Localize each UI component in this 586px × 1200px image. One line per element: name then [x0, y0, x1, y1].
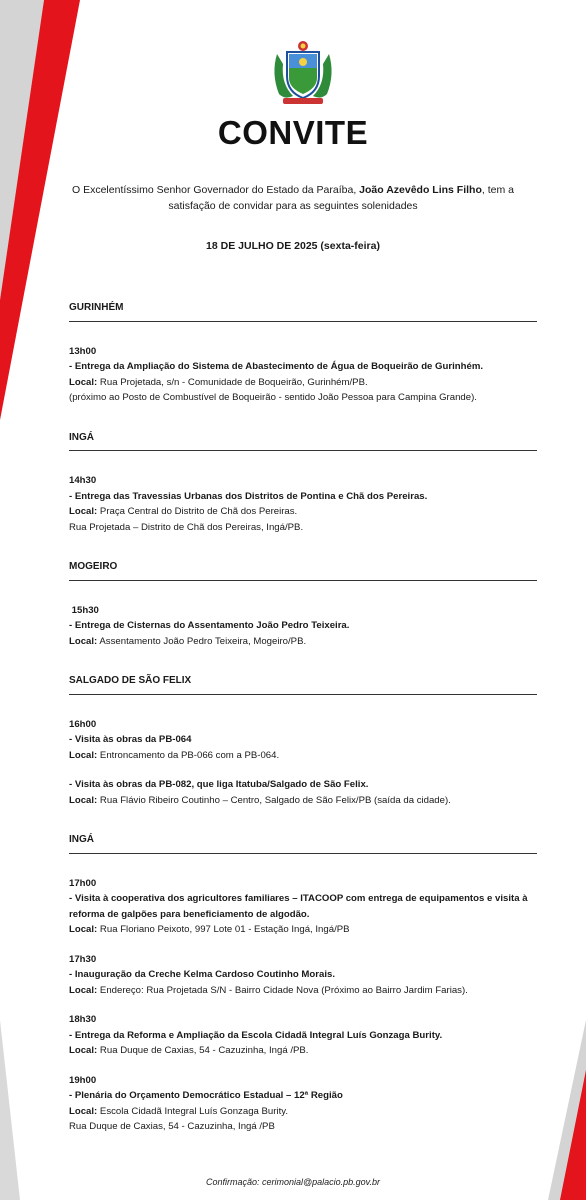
location-text: Rua Floriano Peixoto, 997 Lote 01 - Estação Ingá, Ingá/PB: [97, 924, 350, 935]
event-item: [69, 876, 537, 938]
event-location: [69, 922, 537, 938]
event-location: [69, 634, 537, 650]
location-text: Entroncamento da PB-066 com a PB-064.: [97, 749, 280, 761]
section-title: GURINHÉM: [69, 300, 537, 322]
intro-text-end: , tem a satisfação de convidar para as seguintes solenidades: [168, 184, 514, 212]
event-description: - Entrega da Ampliação do Sistema de Abastecimento de Água de Boqueirão de Gurinhém.: [69, 361, 484, 372]
event-description: - Entrega das Travessias Urbanas dos Distritos de Pontina e Chã dos Pereiras.: [69, 490, 428, 502]
schedule: [69, 300, 537, 1159]
invitation-intro: [70, 182, 516, 214]
location-text: Assentamento João Pedro Teixeira, Mogeiro/PB.: [97, 635, 307, 647]
event-item: [69, 717, 537, 764]
event-description: - Entrega da Reforma e Ampliação da Escola Cidadã Integral Luís Gonzaga Burity.: [69, 1029, 443, 1041]
event-location: [69, 983, 537, 999]
location-label: Local:: [69, 984, 98, 996]
location-label: Local:: [69, 1045, 98, 1056]
event-location-extra: (próximo ao Posto de Combustível de Boqueirão - sentido João Pessoa para Campina Grande).: [69, 392, 477, 403]
section-gurinhem: [69, 300, 537, 406]
event-description: - Visita às obras da PB-082, que liga Itatuba/Salgado de São Felix.: [69, 779, 369, 790]
event-item: [69, 952, 537, 999]
location-text: Endereço: Rua Projetada S/N - Bairro Cidade Nova (Próximo ao Bairro Jardim Farias).: [97, 984, 468, 996]
event-item: [69, 1012, 537, 1059]
section-mogeiro: [69, 559, 537, 649]
event-item: [69, 1073, 537, 1135]
location-label: Local:: [69, 506, 98, 517]
location-text: Praça Central do Distrito de Chã dos Pereiras.: [97, 506, 298, 517]
location-text: Rua Projetada, s/n - Comunidade de Boqueirão, Gurinhém/PB.: [97, 376, 368, 388]
event-time: 19h00: [69, 1074, 97, 1086]
location-text: Rua Duque de Caxias, 54 - Cazuzinha, Ingá /PB.: [97, 1045, 309, 1056]
section-salgado-de-sao-felix: [69, 673, 537, 808]
event-description: - Plenária do Orçamento Democrático Estadual – 12ª Região: [69, 1090, 343, 1101]
event-location: [69, 1043, 537, 1059]
event-time: 13h00: [69, 345, 97, 357]
event-time: 18h30: [69, 1014, 97, 1025]
event-time: 14h30: [69, 475, 97, 486]
location-label: Local:: [69, 376, 98, 388]
location-text: Rua Flávio Ribeiro Coutinho – Centro, Salgado de São Felix/PB (saída da cidade).: [97, 794, 451, 806]
section-inga-2: [69, 832, 537, 1135]
intro-text-start: O Excelentíssimo Senhor Governador do Estado da Paraíba,: [72, 184, 360, 196]
location-label: Local:: [69, 635, 98, 647]
event-item: [69, 344, 537, 406]
state-coat-of-arms-icon: [263, 34, 343, 110]
event-time: 15h30: [69, 604, 99, 616]
location-label: Local:: [69, 794, 98, 806]
section-title: MOGEIRO: [69, 559, 537, 581]
event-location: [69, 504, 537, 520]
location-text: Escola Cidadã Integral Luís Gonzaga Burity.: [97, 1105, 289, 1117]
event-location: [69, 748, 537, 764]
page-title: CONVITE: [217, 114, 369, 151]
event-item: [69, 777, 537, 808]
event-item: [69, 473, 537, 535]
event-location: [69, 793, 537, 809]
location-label: Local:: [69, 924, 98, 935]
event-time: 16h00: [69, 718, 97, 730]
section-title: INGÁ: [69, 430, 537, 452]
bottom-left-gray-stripe: [0, 1020, 20, 1200]
event-description: - Visita às obras da PB-064: [69, 734, 192, 745]
event-location-extra: Rua Projetada – Distrito de Chã dos Pereiras, Ingá/PB.: [69, 521, 304, 533]
location-label: Local:: [69, 749, 98, 761]
event-time: 17h30: [69, 953, 97, 965]
event-description: - Entrega de Cisternas do Assentamento João Pedro Teixeira.: [69, 620, 350, 631]
governor-name: João Azevêdo Lins Filho: [359, 184, 482, 196]
event-date: 18 DE JULHO DE 2025 (sexta-feira): [206, 240, 380, 252]
section-title: INGÁ: [69, 832, 537, 854]
event-location-extra: Rua Duque de Caxias, 54 - Cazuzinha, Ingá /PB: [69, 1121, 275, 1132]
event-description: - Inauguração da Creche Kelma Cardoso Coutinho Morais.: [69, 969, 336, 980]
section-title: SALGADO DE SÃO FELIX: [69, 673, 537, 695]
event-item: [69, 603, 537, 650]
location-label: Local:: [69, 1105, 98, 1117]
event-time: 17h00: [69, 877, 97, 889]
section-inga-1: [69, 430, 537, 536]
event-location: [69, 1104, 537, 1120]
event-description: - Visita à cooperativa dos agricultores familiares – ITACOOP com entrega de equipamentos e visita à reforma de galpões para beneficiamento de algodão.: [69, 893, 528, 920]
event-location: [69, 375, 537, 391]
rsvp-footer: Confirmação: cerimonial@palacio.pb.gov.br: [205, 1177, 381, 1187]
